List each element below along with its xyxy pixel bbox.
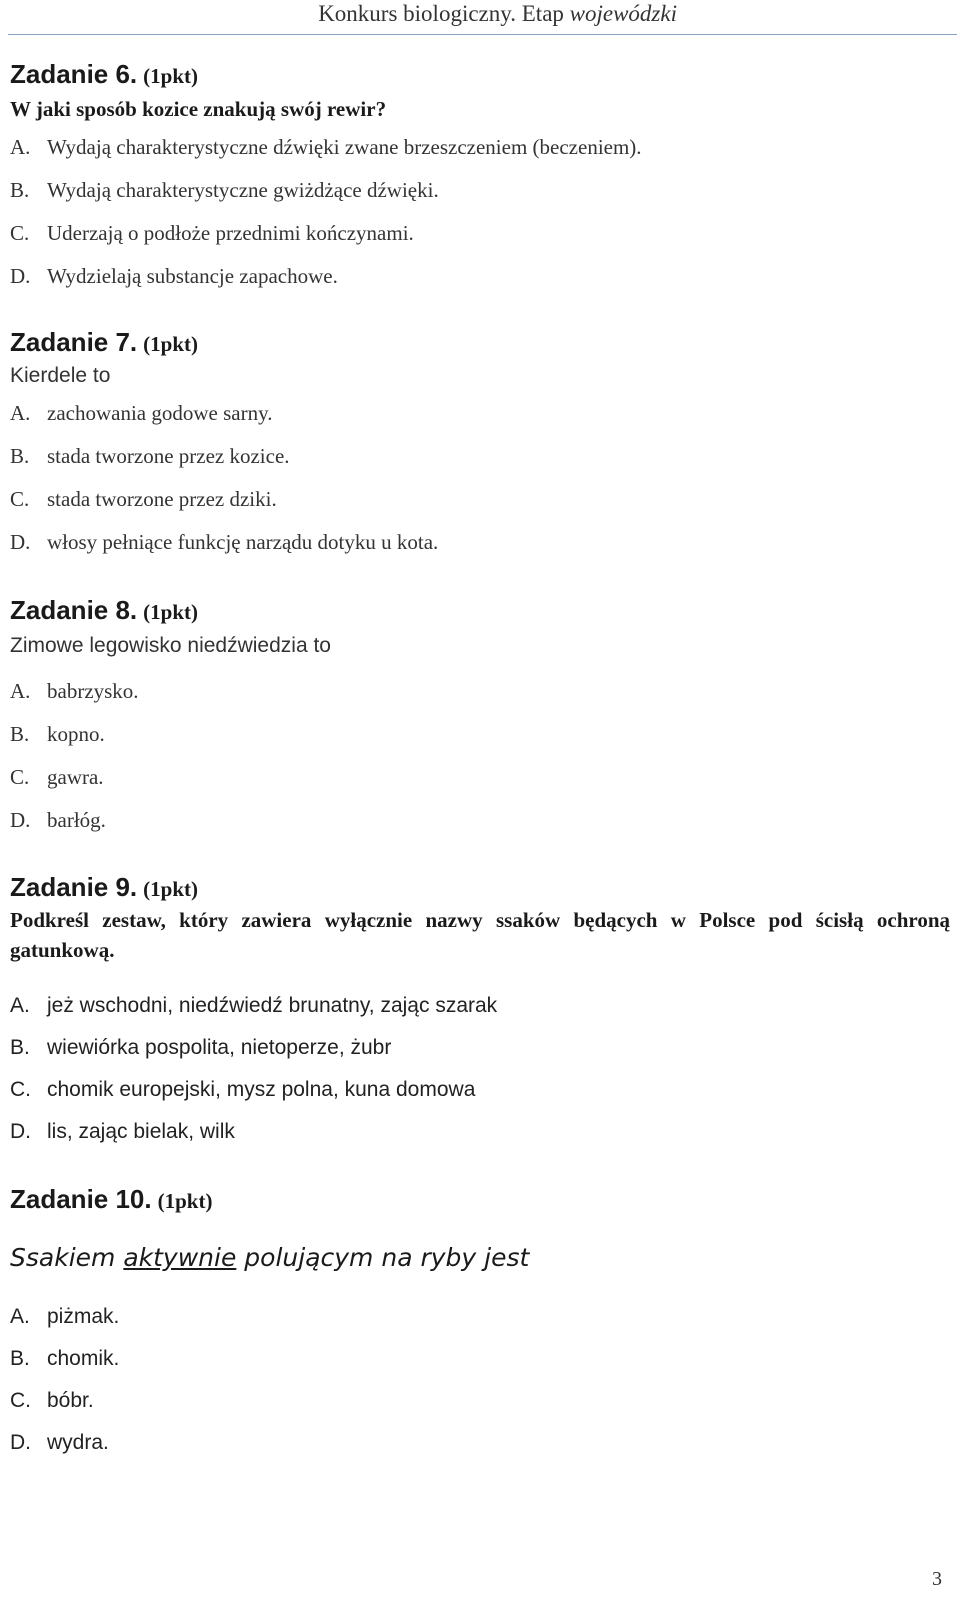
option-letter: C. <box>10 487 30 511</box>
task-points: (1pkt) <box>143 332 198 356</box>
task-8 <box>10 594 950 842</box>
option-text: piżmak. <box>47 1305 120 1328</box>
option-text: barłóg. <box>47 808 106 832</box>
option-text: wiewiórka pospolita, nietoperze, żubr <box>47 1036 392 1059</box>
answer-option <box>10 212 950 255</box>
answer-option <box>10 799 950 842</box>
task-number: Zadanie 6. <box>10 59 138 89</box>
option-letter: D. <box>10 530 31 554</box>
answer-option <box>10 670 950 713</box>
answer-option <box>10 1380 950 1422</box>
option-text: Wydają charakterystyczne gwiżdżące dźwięki. <box>47 178 439 202</box>
task-9 <box>10 871 950 1153</box>
answer-option <box>10 1422 950 1464</box>
task-title <box>10 1182 950 1218</box>
answer-option <box>10 169 950 212</box>
option-letter: A. <box>10 994 30 1017</box>
option-letter: B. <box>10 722 30 746</box>
answer-option <box>10 478 950 521</box>
task-points: (1pkt) <box>143 877 198 901</box>
option-letter: C. <box>10 765 30 789</box>
option-letter: D. <box>10 264 31 288</box>
option-letter: A. <box>10 1305 30 1328</box>
question-text: polującym na ryby jest <box>236 1243 530 1272</box>
page-number: 3 <box>932 1568 942 1590</box>
option-text: jeż wschodni, niedźwiedź brunatny, zając szarak <box>47 994 498 1017</box>
question-text: Ssakiem <box>10 1243 124 1272</box>
option-letter: C. <box>10 1389 31 1412</box>
option-text: zachowania godowe sarny. <box>47 401 273 425</box>
task-title <box>10 58 950 92</box>
task-question: Podkreśl zestaw, który zawiera wyłącznie nazwy ssaków będących w Polsce pod ścisłą ochroną gatunkową. <box>10 908 950 962</box>
task-question <box>10 1238 950 1278</box>
answer-options <box>10 392 950 564</box>
answer-options <box>10 985 950 1153</box>
header-text: Konkurs biologiczny. Etap <box>318 1 570 26</box>
option-letter: B. <box>10 1347 30 1370</box>
option-text: lis, zając bielak, wilk <box>47 1120 235 1143</box>
answer-option <box>10 713 950 756</box>
task-title <box>10 871 950 905</box>
answer-option <box>10 1027 950 1069</box>
answer-option <box>10 1296 950 1338</box>
option-text: chomik europejski, mysz polna, kuna domowa <box>47 1078 476 1101</box>
answer-option <box>10 1069 950 1111</box>
option-letter: D. <box>10 1120 31 1143</box>
option-text: stada tworzone przez dziki. <box>47 487 277 511</box>
task-number: Zadanie 10. <box>10 1184 152 1214</box>
task-number: Zadanie 7. <box>10 327 138 357</box>
option-text: babrzysko. <box>47 679 139 703</box>
answer-options <box>10 670 950 842</box>
answer-option <box>10 756 950 799</box>
option-text: włosy pełniące funkcję narządu dotyku u kota. <box>47 530 439 554</box>
option-letter: B. <box>10 1036 30 1059</box>
task-7 <box>10 326 950 564</box>
page-header <box>318 0 677 32</box>
answer-options <box>10 1296 950 1464</box>
task-10 <box>10 1182 950 1464</box>
header-divider <box>8 34 957 35</box>
option-letter: B. <box>10 178 30 202</box>
task-points: (1pkt) <box>143 600 198 624</box>
task-points: (1pkt) <box>143 64 198 88</box>
option-text: Uderzają o podłoże przednimi kończynami. <box>47 221 414 245</box>
task-question: Kierdele to <box>10 364 111 387</box>
question-underlined-word: aktywnie <box>123 1243 237 1272</box>
task-number: Zadanie 9. <box>10 872 138 902</box>
option-letter: D. <box>10 808 31 832</box>
option-text: kopno. <box>47 722 105 746</box>
option-text: wydra. <box>47 1431 109 1454</box>
header-text-italic: wojewódzki <box>569 1 677 26</box>
task-title <box>10 594 950 628</box>
task-number: Zadanie 8. <box>10 595 138 625</box>
option-letter: D. <box>10 1431 31 1454</box>
option-letter: A. <box>10 135 31 159</box>
answer-option <box>10 255 950 298</box>
answer-option <box>10 1111 950 1153</box>
answer-option <box>10 392 950 435</box>
option-letter: A. <box>10 679 31 703</box>
answer-option <box>10 985 950 1027</box>
task-question: W jaki sposób kozice znakują swój rewir? <box>10 97 387 121</box>
answer-option <box>10 521 950 564</box>
option-text: stada tworzone przez kozice. <box>47 444 290 468</box>
answer-option <box>10 1338 950 1380</box>
option-text: Wydają charakterystyczne dźwięki zwane brzeszczeniem (beczeniem). <box>47 135 642 159</box>
answer-options <box>10 126 950 298</box>
answer-option <box>10 435 950 478</box>
option-letter: A. <box>10 401 31 425</box>
task-6 <box>10 58 950 298</box>
option-text: gawra. <box>47 765 104 789</box>
option-letter: C. <box>10 221 30 245</box>
option-text: Wydzielają substancje zapachowe. <box>47 264 338 288</box>
answer-option <box>10 126 950 169</box>
task-title <box>10 326 950 360</box>
task-question: Zimowe legowisko niedźwiedzia to <box>10 634 331 657</box>
task-points: (1pkt) <box>157 1189 213 1213</box>
option-letter: C. <box>10 1078 31 1101</box>
option-text: bóbr. <box>47 1389 94 1412</box>
option-letter: B. <box>10 444 30 468</box>
option-text: chomik. <box>47 1347 120 1370</box>
